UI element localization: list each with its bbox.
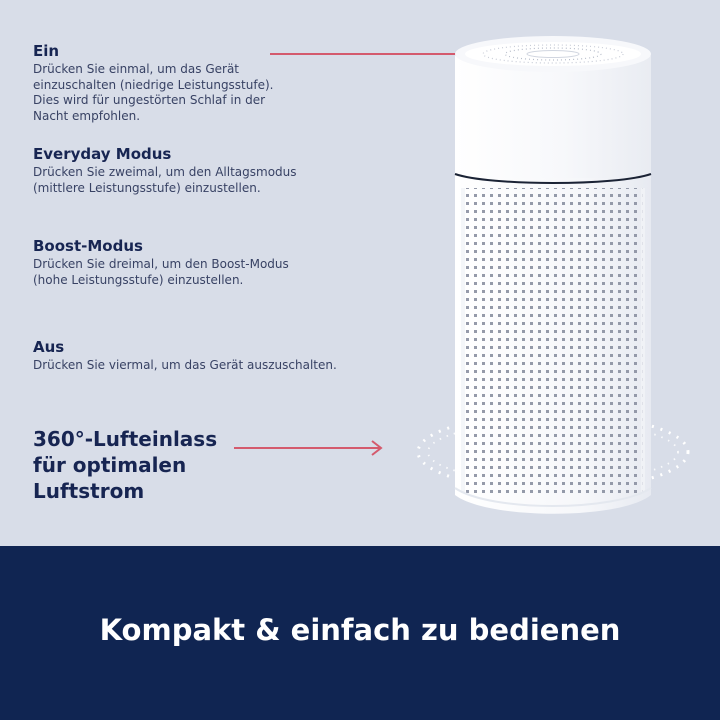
mode-boost-line: (hohe Leistungsstufe) einzustellen.: [33, 272, 244, 287]
mode-boost-line: Drücken Sie dreimal, um den Boost-Modus: [33, 257, 289, 271]
mode-everyday-title: Everyday Modus: [33, 145, 172, 163]
mode-everyday-line: (mittlere Leistungsstufe) einzustellen.: [33, 180, 261, 195]
mode-everyday-line: Drücken Sie zweimal, um den Alltagsmodus: [33, 165, 297, 179]
mode-off-line: Drücken Sie viermal, um das Gerät auszuschalten.: [33, 358, 337, 372]
mode-power-on-line: einzuschalten (niedrige Leistungsstufe).: [33, 77, 274, 92]
mode-off-title: Aus: [33, 338, 65, 356]
mode-boost-title: Boost-Modus: [33, 237, 143, 255]
feature-line: Luftstrom: [33, 479, 145, 503]
mode-power-on-line: Nacht empfohlen.: [33, 108, 141, 123]
footer-title: Kompakt & einfach zu bedienen: [99, 613, 621, 647]
feature-line: 360°-Lufteinlass: [33, 427, 218, 451]
mode-power-on-title: Ein: [33, 42, 60, 60]
footer-banner: [0, 546, 720, 720]
mode-power-on-line: Dies wird für ungestörten Schlaf in der: [33, 93, 266, 107]
mode-power-on-line: Drücken Sie einmal, um das Gerät: [33, 62, 239, 76]
feature-line: für optimalen: [33, 453, 187, 477]
